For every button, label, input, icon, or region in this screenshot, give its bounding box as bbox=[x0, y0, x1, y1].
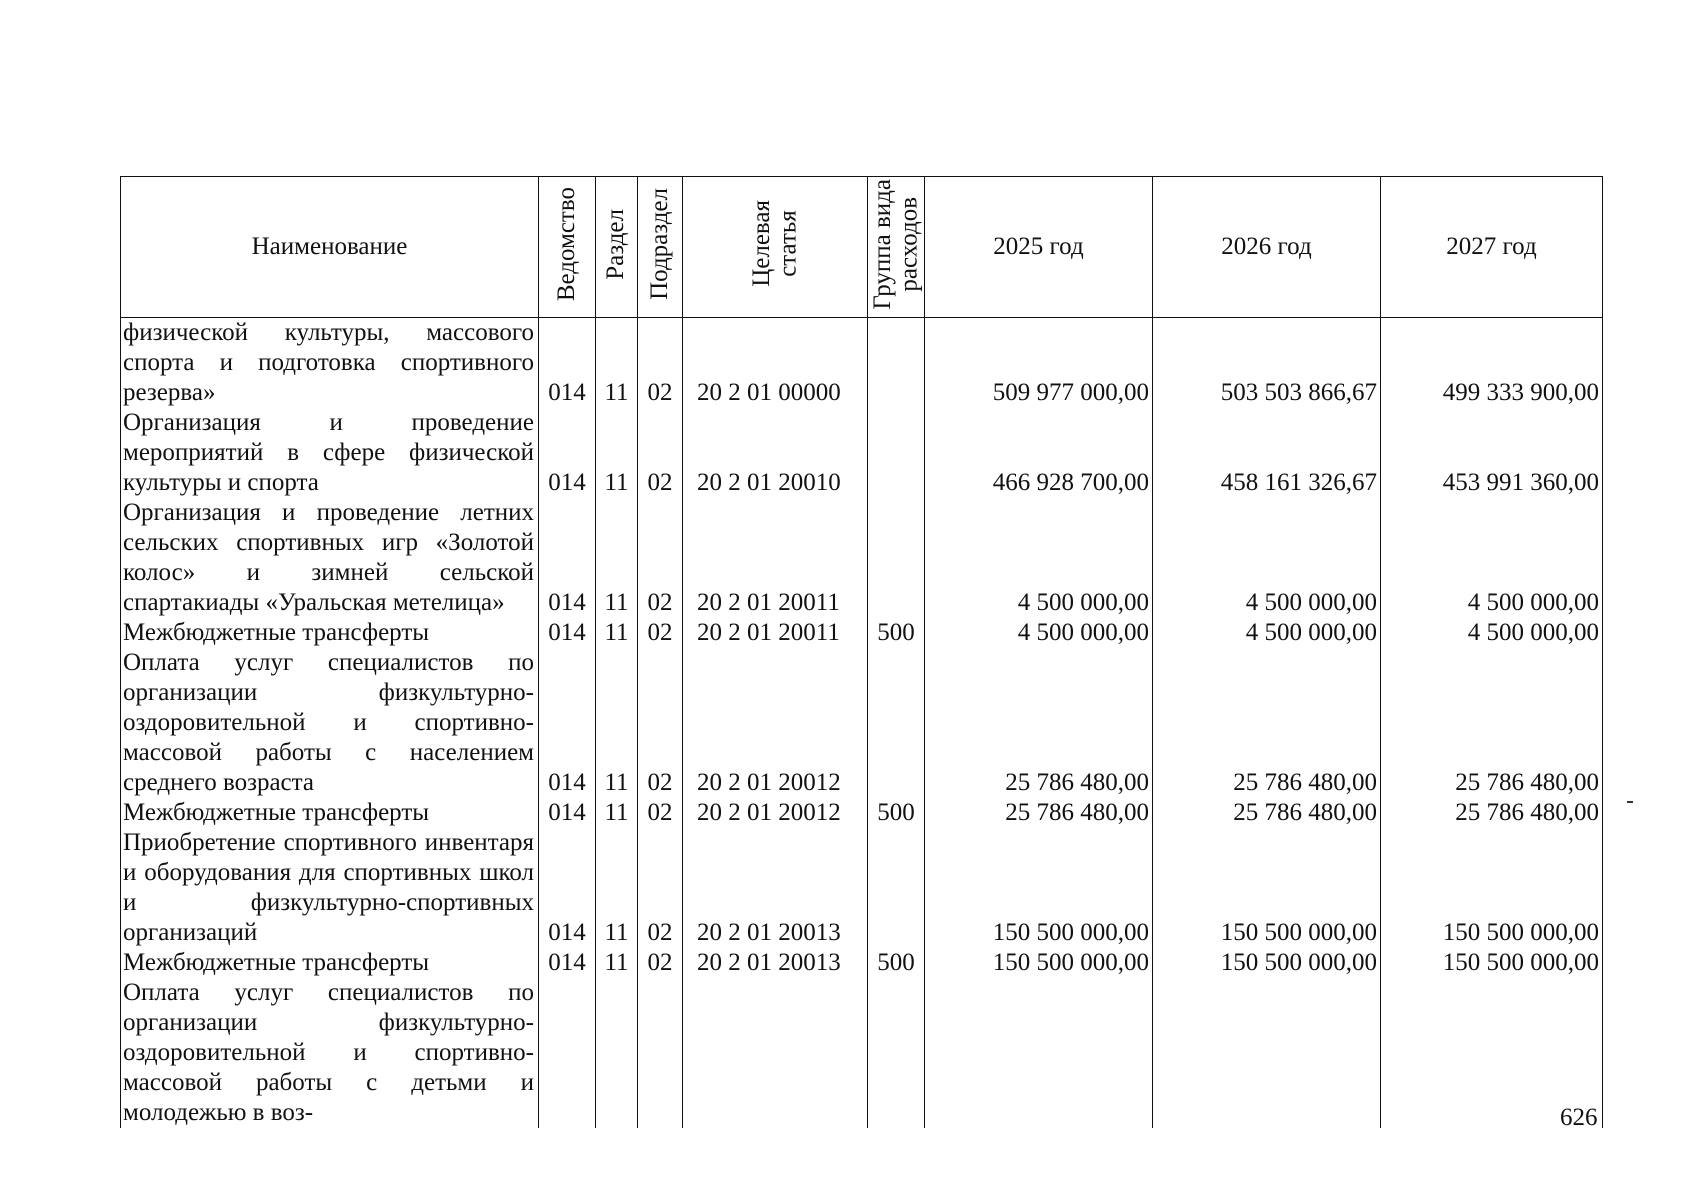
row-target-article: 20 2 01 20011 bbox=[683, 618, 868, 648]
table-row bbox=[121, 498, 1603, 618]
row-razdel: 11 bbox=[596, 498, 638, 618]
row-expense-group bbox=[868, 648, 925, 798]
header-vedomstvo: Ведомство bbox=[539, 177, 596, 318]
row-vedomstvo bbox=[539, 978, 596, 1128]
row-target-article: 20 2 01 20013 bbox=[683, 948, 868, 978]
row-expense-group bbox=[868, 408, 925, 498]
row-podrazdel: 02 bbox=[638, 498, 683, 618]
row-year-2026: 150 500 000,00 bbox=[1153, 828, 1381, 948]
row-razdel: 11 bbox=[596, 948, 638, 978]
row-razdel bbox=[596, 978, 638, 1128]
row-name: Приобретение спортивного инвентаря и оборудования для спортивных школ и физкультурно-спортивных организаций bbox=[121, 828, 539, 948]
row-vedomstvo: 014 bbox=[539, 798, 596, 828]
row-year-2027: 4 500 000,00 bbox=[1381, 498, 1603, 618]
row-year-2027: 453 991 360,00 bbox=[1381, 408, 1603, 498]
header-name: Наименование bbox=[121, 177, 539, 318]
header-year-2026: 2026 год bbox=[1153, 177, 1381, 318]
row-podrazdel bbox=[638, 978, 683, 1128]
row-vedomstvo: 014 bbox=[539, 408, 596, 498]
row-name: Оплата услуг специалистов по организации физкультурно-оздоровительной и спортивно-массовой работы с населением среднего возраста bbox=[121, 648, 539, 798]
header-group-line1: Группа вида bbox=[868, 178, 896, 310]
row-year-2026: 25 786 480,00 bbox=[1153, 648, 1381, 798]
row-year-2025: 4 500 000,00 bbox=[925, 618, 1153, 648]
row-year-2026 bbox=[1153, 978, 1381, 1128]
row-year-2025: 509 977 000,00 bbox=[925, 318, 1153, 409]
page-number: 626 bbox=[1560, 1104, 1598, 1131]
table-body bbox=[121, 318, 1603, 1129]
header-razdel: Раздел bbox=[596, 177, 638, 318]
row-expense-group bbox=[868, 828, 925, 948]
header-expense-group bbox=[868, 177, 925, 318]
header-target-article bbox=[683, 177, 868, 318]
row-razdel: 11 bbox=[596, 408, 638, 498]
row-target-article: 20 2 01 20012 bbox=[683, 798, 868, 828]
row-podrazdel: 02 bbox=[638, 798, 683, 828]
row-year-2026: 4 500 000,00 bbox=[1153, 498, 1381, 618]
row-podrazdel: 02 bbox=[638, 618, 683, 648]
table-header bbox=[121, 177, 1603, 318]
row-year-2026: 4 500 000,00 bbox=[1153, 618, 1381, 648]
row-name: Организация и проведение мероприятий в сфере физической культуры и спорта bbox=[121, 408, 539, 498]
row-year-2025: 4 500 000,00 bbox=[925, 498, 1153, 618]
row-name: Организация и проведение летних сельских спортивных игр «Золотой колос» и зимней сельской спартакиады «Уральская метелица» bbox=[121, 498, 539, 618]
row-year-2027: 150 500 000,00 bbox=[1381, 948, 1603, 978]
row-razdel: 11 bbox=[596, 828, 638, 948]
row-vedomstvo: 014 bbox=[539, 618, 596, 648]
header-target-line1: Целевая bbox=[747, 200, 775, 288]
row-target-article: 20 2 01 00000 bbox=[683, 318, 868, 409]
row-expense-group bbox=[868, 318, 925, 409]
row-year-2025: 150 500 000,00 bbox=[925, 828, 1153, 948]
row-year-2025 bbox=[925, 978, 1153, 1128]
row-expense-group bbox=[868, 978, 925, 1128]
table-row bbox=[121, 828, 1603, 948]
table-row bbox=[121, 648, 1603, 798]
row-target-article: 20 2 01 20012 bbox=[683, 648, 868, 798]
row-year-2027: 25 786 480,00 bbox=[1381, 648, 1603, 798]
row-year-2025: 25 786 480,00 bbox=[925, 798, 1153, 828]
row-year-2026: 503 503 866,67 bbox=[1153, 318, 1381, 409]
row-name: физической культуры, массового спорта и подготовка спортивного резерва» bbox=[121, 318, 539, 409]
row-name: Оплата услуг специалистов по организации физкультурно-оздоровительной и спортивно-массовой работы с детьми и молодежью в воз- bbox=[121, 978, 539, 1128]
row-razdel: 11 bbox=[596, 798, 638, 828]
row-target-article: 20 2 01 20010 bbox=[683, 408, 868, 498]
table-row bbox=[121, 978, 1603, 1128]
row-vedomstvo: 014 bbox=[539, 498, 596, 618]
header-podrazdel: Подраздел bbox=[638, 177, 683, 318]
row-name: Межбюджетные трансферты bbox=[121, 948, 539, 978]
header-group-line2: расходов bbox=[895, 196, 922, 292]
row-name: Межбюджетные трансферты bbox=[121, 798, 539, 828]
row-podrazdel: 02 bbox=[638, 828, 683, 948]
row-vedomstvo: 014 bbox=[539, 948, 596, 978]
row-year-2025: 25 786 480,00 bbox=[925, 648, 1153, 798]
header-year-2025: 2025 год bbox=[925, 177, 1153, 318]
row-target-article bbox=[683, 978, 868, 1128]
row-year-2026: 150 500 000,00 bbox=[1153, 948, 1381, 978]
row-razdel: 11 bbox=[596, 648, 638, 798]
row-podrazdel: 02 bbox=[638, 318, 683, 409]
table-row bbox=[121, 408, 1603, 498]
row-podrazdel: 02 bbox=[638, 408, 683, 498]
row-vedomstvo: 014 bbox=[539, 828, 596, 948]
table-row bbox=[121, 948, 1603, 978]
header-row bbox=[121, 177, 1603, 318]
row-podrazdel: 02 bbox=[638, 948, 683, 978]
row-name: Межбюджетные трансферты bbox=[121, 618, 539, 648]
row-podrazdel: 02 bbox=[638, 648, 683, 798]
row-vedomstvo: 014 bbox=[539, 648, 596, 798]
row-razdel: 11 bbox=[596, 318, 638, 409]
row-year-2026: 458 161 326,67 bbox=[1153, 408, 1381, 498]
header-target-line2: статья bbox=[774, 210, 801, 278]
row-year-2027: 499 333 900,00 bbox=[1381, 318, 1603, 409]
row-year-2027: 4 500 000,00 bbox=[1381, 618, 1603, 648]
row-year-2027: 150 500 000,00 bbox=[1381, 828, 1603, 948]
row-target-article: 20 2 01 20011 bbox=[683, 498, 868, 618]
budget-table bbox=[120, 176, 1603, 1128]
row-expense-group: 500 bbox=[868, 618, 925, 648]
row-year-2026: 25 786 480,00 bbox=[1153, 798, 1381, 828]
row-expense-group bbox=[868, 498, 925, 618]
row-expense-group: 500 bbox=[868, 948, 925, 978]
row-razdel: 11 bbox=[596, 618, 638, 648]
header-year-2027: 2027 год bbox=[1381, 177, 1603, 318]
table-row bbox=[121, 318, 1603, 409]
row-year-2027: 25 786 480,00 bbox=[1381, 798, 1603, 828]
row-vedomstvo: 014 bbox=[539, 318, 596, 409]
row-year-2025: 150 500 000,00 bbox=[925, 948, 1153, 978]
row-target-article: 20 2 01 20013 bbox=[683, 828, 868, 948]
row-year-2025: 466 928 700,00 bbox=[925, 408, 1153, 498]
row-expense-group: 500 bbox=[868, 798, 925, 828]
table-row bbox=[121, 798, 1603, 828]
margin-mark bbox=[1627, 801, 1633, 803]
table-row bbox=[121, 618, 1603, 648]
